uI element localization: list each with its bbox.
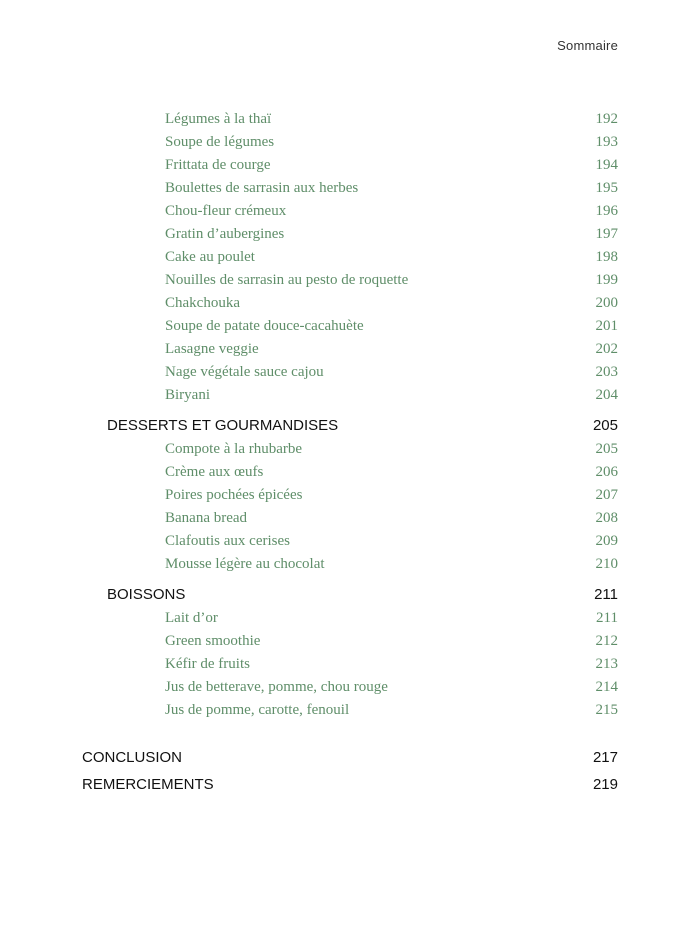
toc-section-boissons[interactable]: [107, 586, 618, 610]
toc-entry-recipe[interactable]: [165, 157, 618, 180]
entry-page: 208: [595, 510, 618, 526]
entry-title: Biryani: [165, 387, 210, 403]
entry-title: Cake au poulet: [165, 249, 255, 265]
toc-entry-recipe[interactable]: [165, 387, 618, 410]
entry-title: Légumes à la thaï: [165, 111, 272, 127]
toc-entry-recipe[interactable]: [165, 441, 618, 464]
entry-page: 207: [595, 487, 618, 503]
toc-entry-recipe[interactable]: [165, 364, 618, 387]
entry-page: 197: [595, 226, 618, 242]
entry-title: Mousse légère au chocolat: [165, 556, 325, 572]
toc-entry-recipe[interactable]: [165, 464, 618, 487]
toc-section-desserts[interactable]: [107, 417, 618, 441]
entry-title: Lait d’or: [165, 610, 218, 626]
entry-page: 199: [595, 272, 618, 288]
entry-page: 192: [595, 111, 618, 127]
toc-entry-recipe[interactable]: [165, 134, 618, 157]
entry-page: 204: [595, 387, 618, 403]
section-page: 205: [592, 417, 618, 434]
entry-page: 213: [595, 656, 618, 672]
chapter-page: 217: [592, 749, 618, 766]
entry-page: 194: [595, 157, 618, 173]
entry-page: 202: [595, 341, 618, 357]
entry-title: Lasagne veggie: [165, 341, 259, 357]
entry-title: Nouilles de sarrasin au pesto de roquette: [165, 272, 409, 288]
section-title: BOISSONS: [107, 586, 186, 603]
entry-title: Crème aux œufs: [165, 464, 264, 480]
entry-title: Jus de betterave, pomme, chou rouge: [165, 679, 388, 695]
toc-entry-recipe[interactable]: [165, 341, 618, 364]
entry-title: Chakchouka: [165, 295, 240, 311]
toc-entry-recipe[interactable]: [165, 180, 618, 203]
entry-title: Clafoutis aux cerises: [165, 533, 290, 549]
entry-title: Gratin d’aubergines: [165, 226, 285, 242]
toc-entry-recipe[interactable]: [165, 702, 618, 725]
entry-page: 193: [595, 134, 618, 150]
entry-page: 198: [595, 249, 618, 265]
toc-entry-recipe[interactable]: [165, 533, 618, 556]
entry-page: 206: [595, 464, 618, 480]
entry-title: Banana bread: [165, 510, 248, 526]
toc-entry-recipe[interactable]: [165, 318, 618, 341]
entry-page: 196: [595, 203, 618, 219]
toc-chapter-conclusion[interactable]: [82, 749, 618, 773]
toc-entry-recipe[interactable]: [165, 510, 618, 533]
section-page: 211: [594, 586, 618, 603]
entry-title: Nage végétale sauce cajou: [165, 364, 324, 380]
entry-page: 212: [595, 633, 618, 649]
entry-page: 210: [595, 556, 618, 572]
toc-entry-recipe[interactable]: [165, 249, 618, 272]
entry-page: 205: [595, 441, 618, 457]
entry-page: 200: [595, 295, 618, 311]
chapter-title: CONCLUSION: [82, 749, 183, 766]
entry-page: 203: [595, 364, 618, 380]
entry-page: 215: [595, 702, 618, 718]
entry-title: Frittata de courge: [165, 157, 271, 173]
toc-entry-recipe[interactable]: [165, 295, 618, 318]
entry-title: Jus de pomme, carotte, fenouil: [165, 702, 350, 718]
toc-entry-recipe[interactable]: [165, 111, 618, 134]
toc-entry-recipe[interactable]: [165, 272, 618, 295]
chapter-title: REMERCIEMENTS: [82, 776, 214, 793]
entry-page: 201: [595, 318, 618, 334]
toc-entry-recipe[interactable]: [165, 633, 618, 656]
toc-entry-recipe[interactable]: [165, 679, 618, 702]
toc-entry-recipe[interactable]: [165, 226, 618, 249]
running-head: Sommaire: [557, 38, 618, 53]
entry-title: Kéfir de fruits: [165, 656, 250, 672]
chapter-page: 219: [592, 776, 618, 793]
entry-page: 209: [595, 533, 618, 549]
toc-entry-recipe[interactable]: [165, 556, 618, 579]
entry-title: Soupe de légumes: [165, 134, 275, 150]
entry-title: Chou-fleur crémeux: [165, 203, 287, 219]
entry-title: Poires pochées épicées: [165, 487, 303, 503]
entry-title: Boulettes de sarrasin aux herbes: [165, 180, 359, 196]
toc-entry-recipe[interactable]: [165, 656, 618, 679]
entry-title: Soupe de patate douce-cacahuète: [165, 318, 364, 334]
entry-title: Compote à la rhubarbe: [165, 441, 303, 457]
toc-chapter-remerciements[interactable]: [82, 776, 618, 800]
toc-entry-recipe[interactable]: [165, 203, 618, 226]
toc-entry-recipe[interactable]: [165, 610, 618, 633]
entry-title: Green smoothie: [165, 633, 261, 649]
entry-page: 214: [595, 679, 618, 695]
section-title: DESSERTS ET GOURMANDISES: [107, 417, 339, 434]
entry-page: 195: [595, 180, 618, 196]
toc-entry-recipe[interactable]: [165, 487, 618, 510]
entry-page: 211: [596, 610, 618, 626]
